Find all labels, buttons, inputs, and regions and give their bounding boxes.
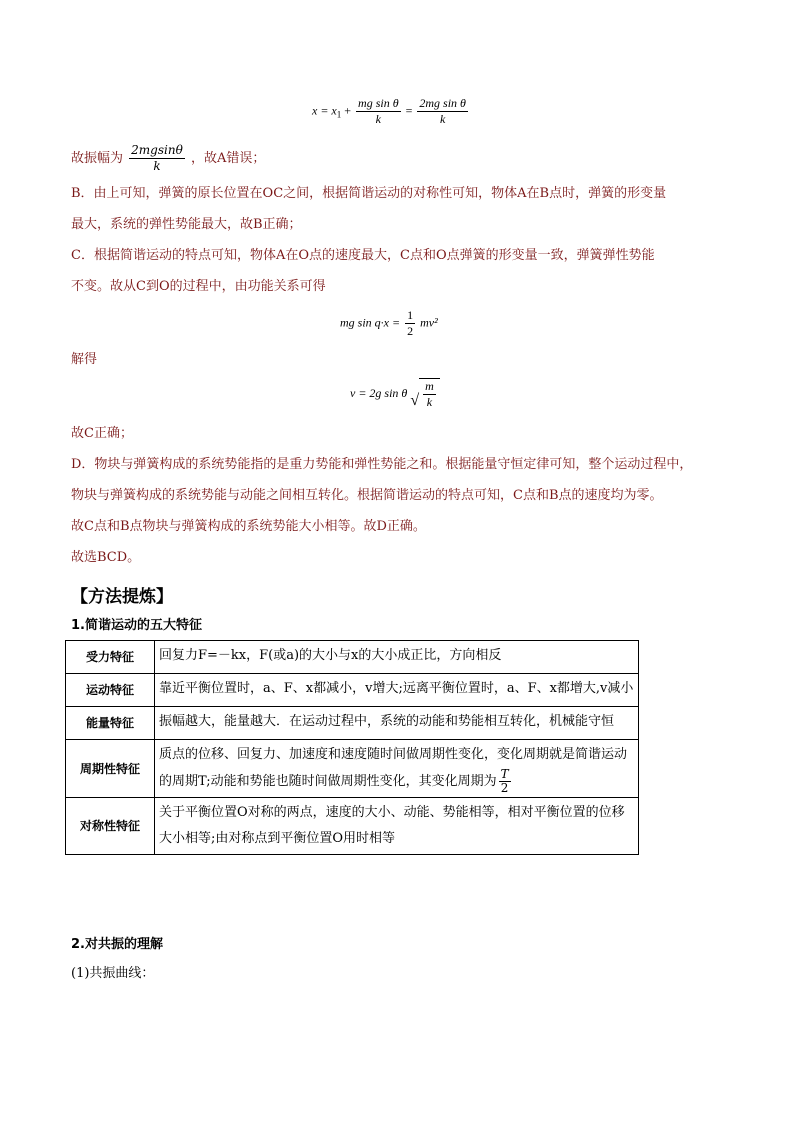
row-key: 运动特征 bbox=[66, 674, 155, 707]
table-row bbox=[66, 641, 639, 674]
row-key: 能量特征 bbox=[66, 707, 155, 740]
amplitude-line: 故振幅为 $\frac{2mgsin\theta}{k}$ ，故A错误； bbox=[71, 143, 266, 173]
table-row bbox=[66, 798, 639, 855]
solve-line: 解得 bbox=[71, 352, 98, 367]
resonance-curve-label: (1)共振曲线： bbox=[71, 966, 155, 981]
option-c-line-1: C．根据简谐运动的特点可知，物体A在O点的速度最大，C点和O点弹簧的形变量一致，弹簧弹性势能 bbox=[71, 248, 655, 263]
option-c-line-3: 故C正确； bbox=[71, 426, 133, 441]
table-row bbox=[66, 707, 639, 740]
option-d-line-1: D．物块与弹簧构成的系统势能指的是重力势能和弹性势能之和。根据能量守恒定律可知，整个运动过程中， bbox=[71, 457, 693, 472]
table-row bbox=[66, 740, 639, 798]
formula-displacement: $x = x_1$ + $\frac{\text{mg sin θ}}{k}$ = $\frac{\text{2mg sin θ}}{k}$ bbox=[312, 96, 466, 126]
row-value: 质点的位移、回复力、加速度和速度随时间做周期性变化，变化周期就是简谐运动的周期T;动能和势能也随时间做周期性变化，其变化周期为 $\frac{T}{2}$ bbox=[155, 740, 639, 798]
formula-energy: mg sin q·x = $\frac{1}{2}$ mv² bbox=[340, 308, 438, 338]
features-table bbox=[65, 640, 639, 855]
subsection-title-2: 2.对共振的理解 bbox=[71, 937, 163, 952]
table-row bbox=[66, 674, 639, 707]
row-value: 关于平衡位置O对称的两点，速度的大小、动能、势能相等，相对平衡位置的位移大小相等;由对称点到平衡位置O用时相等 bbox=[155, 798, 639, 855]
row-value: 振幅越大，能量越大．在运动过程中，系统的动能和势能相互转化，机械能守恒 bbox=[155, 707, 639, 740]
formula-velocity: v = 2g sin θ √ $\frac{m}{k}$ bbox=[350, 378, 440, 410]
subsection-title-1: 1.简谐运动的五大特征 bbox=[71, 618, 202, 633]
row-key: 对称性特征 bbox=[66, 798, 155, 855]
option-d-line-2: 物块与弹簧构成的系统势能与动能之间相互转化。根据简谐运动的特点可知，C点和B点的速度均为零。 bbox=[71, 488, 663, 503]
row-value: 回复力F=－kx，F(或a)的大小与x的大小成正比，方向相反 bbox=[155, 641, 639, 674]
option-c-line-2: 不变。故从C到O的过程中，由功能关系可得 bbox=[71, 279, 326, 294]
row-value: 靠近平衡位置时，a、F、x都减小，v增大;远离平衡位置时，a、F、x都增大,v减小 bbox=[155, 674, 639, 707]
row-key: 受力特征 bbox=[66, 641, 155, 674]
option-d-line-3: 故C点和B点物块与弹簧构成的系统势能大小相等。故D正确。 bbox=[71, 519, 426, 534]
option-b-line-2: 最大，系统的弹性势能最大，故B正确； bbox=[71, 217, 302, 232]
answer-line: 故选BCD。 bbox=[71, 550, 141, 565]
option-b-line-1: B．由上可知，弹簧的原长位置在OC之间，根据简谐运动的对称性可知，物体A在B点时，弹簧的形变量 bbox=[71, 186, 667, 201]
row-key: 周期性特征 bbox=[66, 740, 155, 798]
section-heading: 【方法提炼】 bbox=[71, 587, 173, 607]
